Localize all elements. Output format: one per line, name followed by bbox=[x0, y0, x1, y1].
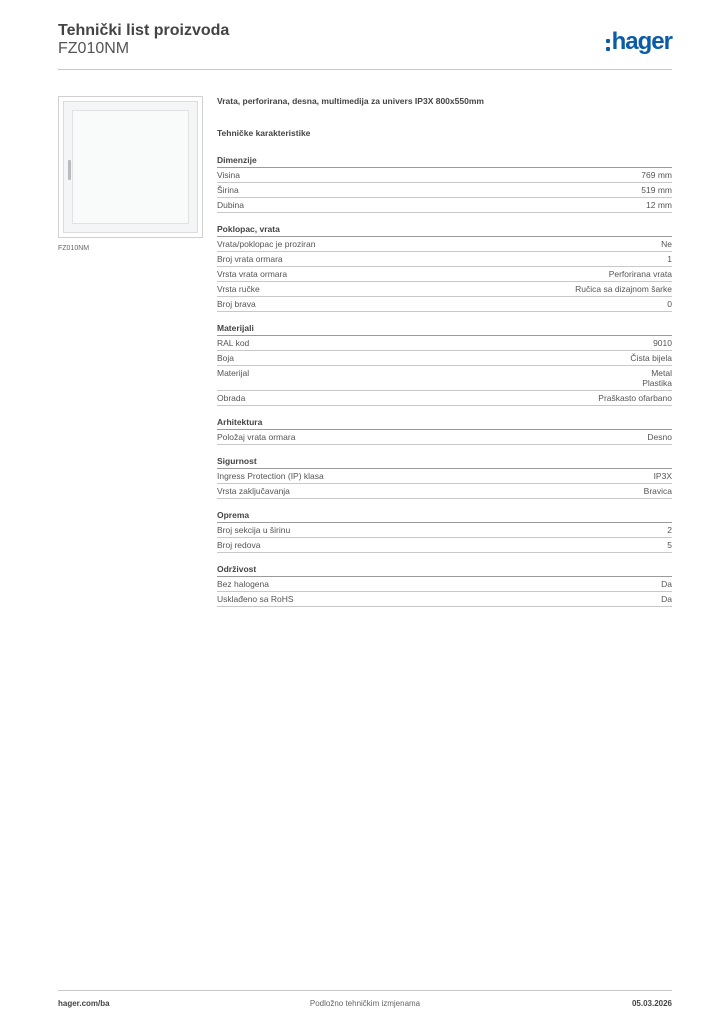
spec-value: Desno bbox=[647, 432, 672, 442]
group-title: Oprema bbox=[217, 510, 672, 523]
spec-row bbox=[217, 183, 672, 198]
spec-label: Vrata/poklopac je proziran bbox=[217, 239, 316, 249]
spec-row bbox=[217, 469, 672, 484]
page-header bbox=[58, 22, 672, 70]
spec-value: Ručica sa dizajnom šarke bbox=[575, 284, 672, 294]
group-title: Poklopac, vrata bbox=[217, 224, 672, 237]
product-description: Vrata, perforirana, desna, multimedija za univers IP3X 800x550mm bbox=[217, 96, 484, 106]
spec-value: 519 mm bbox=[641, 185, 672, 195]
spec-row bbox=[217, 391, 672, 406]
image-caption: FZ010NM bbox=[58, 245, 90, 252]
spec-value: Da bbox=[661, 579, 672, 589]
door-handle-icon bbox=[68, 160, 71, 180]
spec-row bbox=[217, 267, 672, 282]
spec-label: Broj sekcija u širinu bbox=[217, 525, 291, 535]
spec-label: Dubina bbox=[217, 200, 244, 210]
spec-group-odrzivost bbox=[217, 564, 672, 607]
section-heading: Tehničke karakteristike bbox=[217, 128, 311, 138]
spec-label: Obrada bbox=[217, 393, 246, 403]
logo-text: hager bbox=[611, 28, 672, 55]
spec-value: Ne bbox=[661, 239, 672, 249]
spec-value: Praškasto ofarbano bbox=[598, 393, 672, 403]
spec-label: Broj brava bbox=[217, 299, 256, 309]
spec-value: 769 mm bbox=[641, 170, 672, 180]
spec-label: Položaj vrata ormara bbox=[217, 432, 296, 442]
spec-row bbox=[217, 538, 672, 553]
spec-row bbox=[217, 237, 672, 252]
spec-value: Perforirana vrata bbox=[608, 269, 672, 279]
spec-row bbox=[217, 282, 672, 297]
spec-row bbox=[217, 577, 672, 592]
spec-label: Vrsta zaključavanja bbox=[217, 486, 290, 496]
spec-group-dimenzije bbox=[217, 155, 672, 213]
footer-website-link[interactable]: hager.com/ba bbox=[58, 999, 110, 1008]
spec-value: 5 bbox=[667, 540, 672, 550]
spec-label: Broj vrata ormara bbox=[217, 254, 283, 264]
spec-label: Materijal bbox=[217, 368, 250, 378]
group-title: Sigurnost bbox=[217, 456, 672, 469]
spec-label: Vrsta vrata ormara bbox=[217, 269, 288, 279]
spec-group-poklopac-vrata bbox=[217, 224, 672, 312]
door-panel bbox=[72, 110, 189, 224]
spec-row bbox=[217, 198, 672, 213]
spec-row bbox=[217, 168, 672, 183]
spec-value: Da bbox=[661, 594, 672, 604]
page-footer bbox=[58, 990, 672, 1016]
spec-row bbox=[217, 484, 672, 499]
spec-value: 0 bbox=[667, 299, 672, 309]
spec-group-materijali bbox=[217, 323, 672, 406]
group-title: Arhitektura bbox=[217, 417, 672, 430]
spec-row bbox=[217, 297, 672, 312]
spec-label: Broj redova bbox=[217, 540, 261, 550]
spec-label: Ingress Protection (IP) klasa bbox=[217, 471, 324, 481]
spec-row bbox=[217, 430, 672, 445]
spec-value: IP3X bbox=[653, 471, 672, 481]
spec-value: 1 bbox=[667, 254, 672, 264]
spec-group-oprema bbox=[217, 510, 672, 553]
product-code: FZ010NM bbox=[58, 40, 130, 57]
spec-group-sigurnost bbox=[217, 456, 672, 499]
product-image bbox=[58, 96, 203, 238]
spec-label: Boja bbox=[217, 353, 235, 363]
spec-value: Bravica bbox=[643, 486, 672, 496]
spec-value: Čista bijela bbox=[630, 353, 672, 363]
spec-label: Usklađeno sa RoHS bbox=[217, 594, 294, 604]
spec-row bbox=[217, 336, 672, 351]
spec-label: Visina bbox=[217, 170, 240, 180]
document-title: Tehnički list proizvoda bbox=[58, 22, 230, 39]
spec-row bbox=[217, 592, 672, 607]
spec-row bbox=[217, 351, 672, 366]
spec-label: Širina bbox=[217, 185, 239, 195]
hager-logo bbox=[606, 30, 672, 54]
door-frame bbox=[63, 101, 198, 233]
group-title: Materijali bbox=[217, 323, 672, 336]
spec-content bbox=[217, 96, 672, 618]
spec-row bbox=[217, 366, 672, 391]
spec-row bbox=[217, 252, 672, 267]
spec-value: 12 mm bbox=[646, 200, 672, 210]
spec-row bbox=[217, 523, 672, 538]
footer-notice: Podložno tehničkim izmjenama bbox=[309, 999, 421, 1008]
spec-group-arhitektura bbox=[217, 417, 672, 445]
spec-value: 9010 bbox=[653, 338, 672, 348]
spec-label: Vrsta ručke bbox=[217, 284, 260, 294]
footer-date: 05.03.2026 bbox=[631, 999, 672, 1008]
spec-label: Bez halogena bbox=[217, 579, 269, 589]
spec-value: 2 bbox=[667, 525, 672, 535]
group-title: Održivost bbox=[217, 564, 672, 577]
spec-value: Metal Plastika bbox=[642, 368, 672, 388]
logo-dots-icon bbox=[606, 39, 610, 51]
spec-label: RAL kod bbox=[217, 338, 250, 348]
group-title: Dimenzije bbox=[217, 155, 672, 168]
